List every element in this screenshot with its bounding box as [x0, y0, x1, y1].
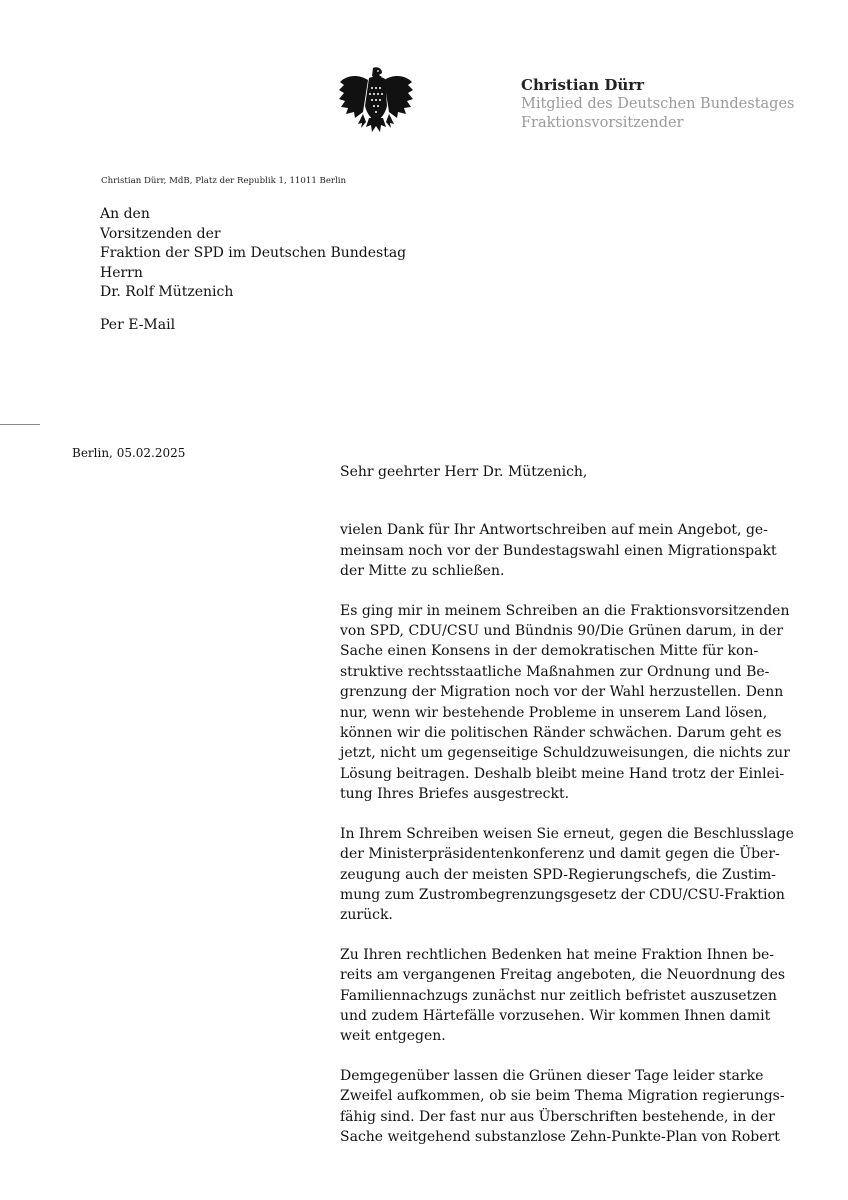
sender-position: Fraktionsvorsitzender	[521, 115, 684, 131]
text-line: tung Ihres Briefes ausgestreckt.	[340, 786, 570, 803]
paragraph	[340, 601, 790, 805]
text-line: weit entgegen.	[340, 1028, 446, 1045]
text-line: grenzung der Migration noch vor der Wahl herzustellen. Denn	[340, 684, 784, 701]
text-line: können wir die politischen Ränder schwächen. Darum geht es	[340, 725, 782, 742]
text-line: In Ihrem Schreiben weisen Sie erneut, gegen die Beschlusslage	[340, 825, 794, 842]
text-line: der Ministerpräsidentenkonferenz und damit gegen die Über-	[340, 846, 780, 863]
recipient-address	[100, 205, 406, 303]
text-line: von SPD, CDU/CSU und Bündnis 90/Die Grünen darum, in der	[340, 623, 784, 640]
text-line: Es ging mir in meinem Schreiben an die Fraktionsvorsitzenden	[340, 602, 790, 619]
text-line: vielen Dank für Ihr Antwortschreiben auf mein Angebot, ge-	[340, 522, 768, 539]
recipient-line: An den	[100, 206, 150, 222]
recipient-line: Vorsitzenden der	[100, 225, 221, 242]
fold-mark	[0, 424, 40, 425]
text-line: struktive rechtsstaatliche Maßnahmen zur Ordnung und Be-	[340, 663, 770, 680]
text-line: Demgegenüber lassen die Grünen dieser Tage leider starke	[340, 1067, 764, 1084]
letter-date: Berlin, 05.02.2025	[72, 446, 186, 460]
recipient-line: Dr. Rolf Mützenich	[100, 284, 234, 300]
text-line: reits am vergangenen Freitag angeboten, die Neuordnung des	[340, 967, 786, 984]
paragraph	[340, 1066, 785, 1148]
text-line: Lösung beitragen. Deshalb bleibt meine Hand trotz der Einlei-	[340, 765, 785, 782]
text-line: Zweifel aufkommen, ob sie beim Thema Migration regierungs-	[340, 1088, 785, 1105]
sender-name: Christian Dürr	[521, 76, 645, 94]
text-line: mung zum Zustrombegrenzungsgesetz der CDU/CSU-Fraktion	[340, 886, 785, 903]
text-line: jetzt, nicht um gegenseitige Schuldzuweisungen, die nichts zur	[340, 745, 790, 762]
salutation: Sehr geehrter Herr Dr. Mützenich,	[340, 464, 588, 480]
text-line: der Mitte zu schließen.	[340, 563, 505, 580]
text-line: nur, wenn wir bestehende Probleme in unserem Land lösen,	[340, 704, 768, 721]
text-line: fähig sind. Der fast nur aus Überschriften bestehende, in der	[340, 1108, 775, 1125]
text-line: Zu Ihren rechtlichen Bedenken hat meine Fraktion Ihnen be-	[340, 946, 775, 963]
text-line: zeugung auch der meisten SPD-Regierungschefs, die Zustim-	[340, 866, 777, 883]
paragraph	[340, 520, 777, 581]
letter-body	[340, 462, 794, 1166]
text-line: und zudem Härtefälle vorzusehen. Wir kommen Ihnen damit	[340, 1007, 771, 1024]
paragraph	[340, 945, 786, 1047]
sender-title: Mitglied des Deutschen Bundestages	[521, 96, 795, 112]
bundesadler-emblem-icon	[338, 66, 414, 134]
text-line: Familiennachzugs zunächst nur zeitlich befristet auszusetzen	[340, 987, 777, 1004]
text-line: zurück.	[340, 907, 393, 924]
text-line: meinsam noch vor der Bundestagswahl einen Migrationspakt	[340, 542, 777, 559]
letterhead	[521, 76, 794, 133]
return-address: Christian Dürr, MdB, Platz der Republik 1, 11011 Berlin	[101, 176, 347, 186]
recipient-line: Herrn	[100, 264, 143, 281]
text-line: Sache einen Konsens in der demokratischen Mitte für kon-	[340, 643, 759, 660]
recipient-line: Fraktion der SPD im Deutschen Bundestag	[100, 245, 407, 261]
text-line: Sache weitgehend substanzlose Zehn-Punkte-Plan von Robert	[340, 1128, 780, 1145]
paragraph	[340, 824, 794, 926]
delivery-method: Per E-Mail	[100, 317, 176, 333]
